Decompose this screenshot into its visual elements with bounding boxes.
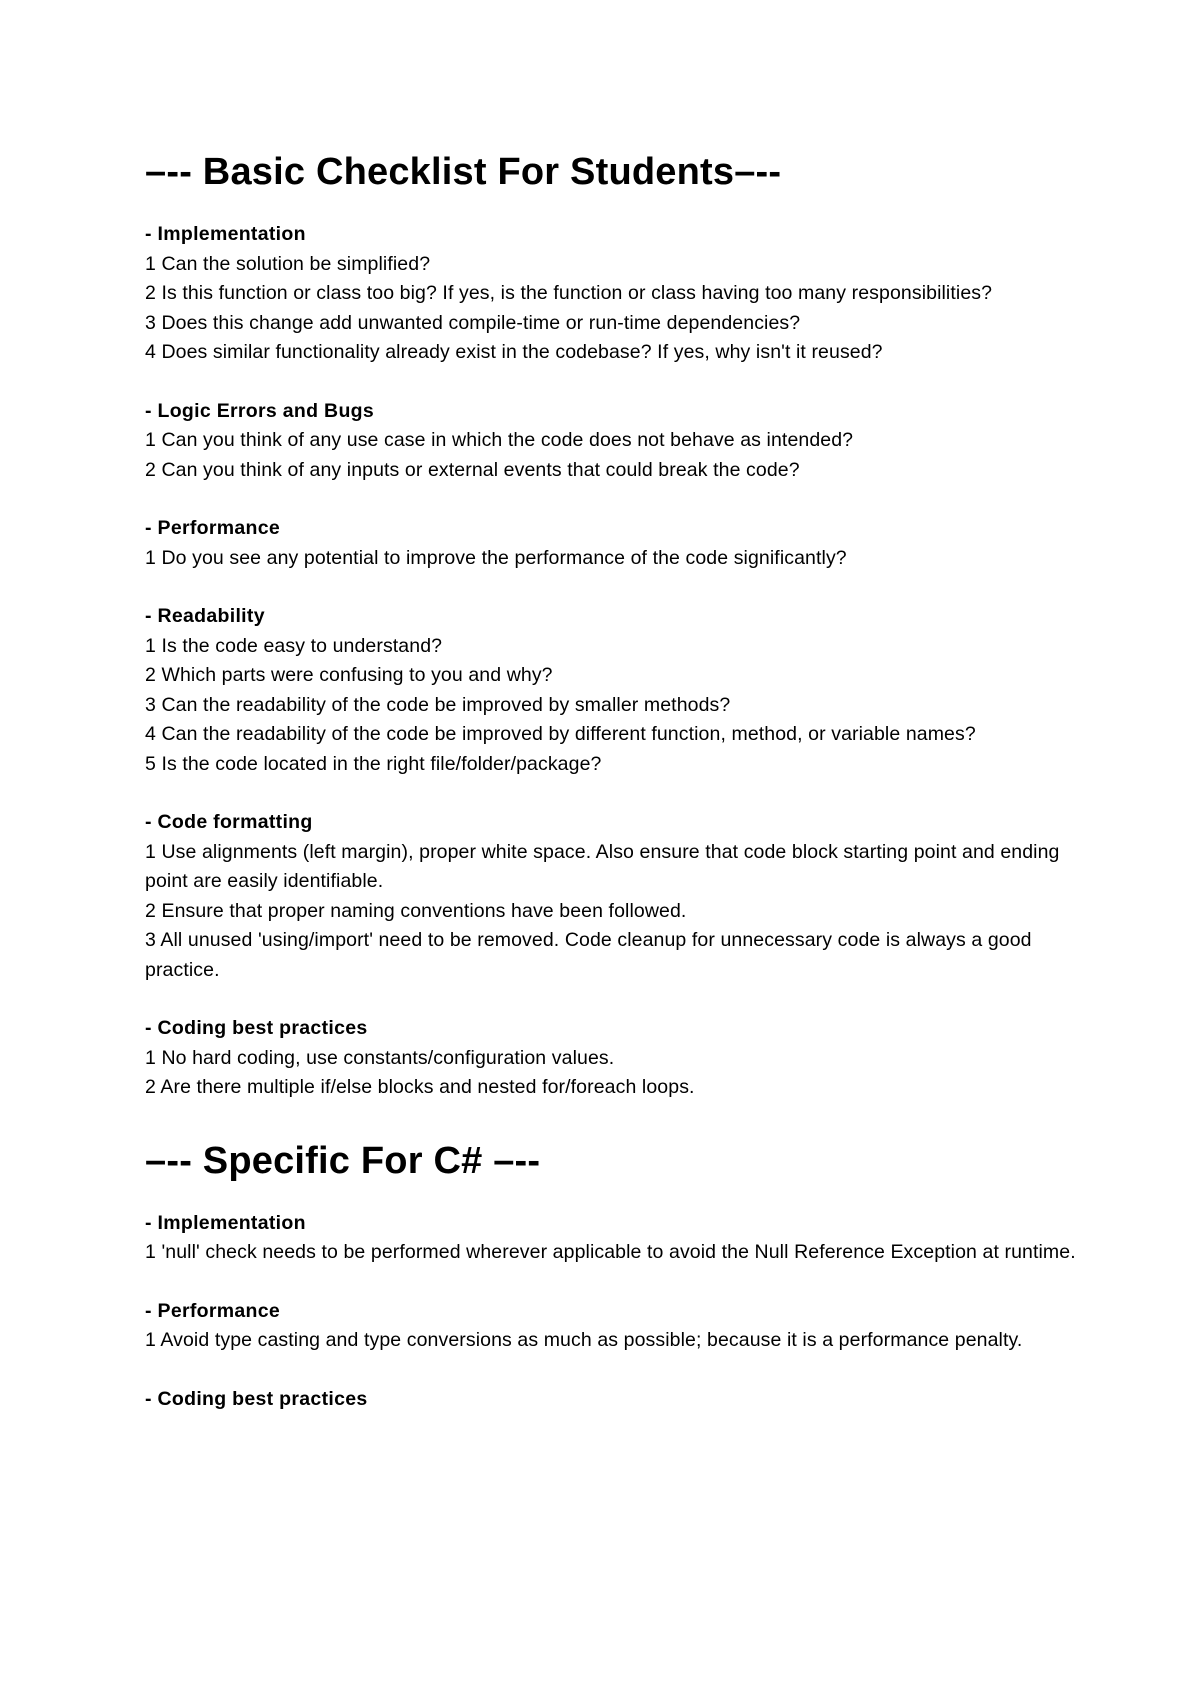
section-coding-best-practices: [145, 1385, 1085, 1415]
checklist-item: 1 Avoid type casting and type conversions as much as possible; because it is a performance penalty.: [145, 1329, 1023, 1351]
checklist-part: [145, 150, 1085, 1103]
section-heading: - Logic Errors and Bugs: [145, 399, 375, 422]
section-performance: [145, 1297, 1085, 1356]
checklist-item: 3 Does this change add unwanted compile-time or run-time dependencies?: [145, 311, 801, 334]
section-heading: - Implementation: [145, 1211, 306, 1234]
checklist-item: 2 Can you think of any inputs or external events that could break the code?: [145, 458, 800, 481]
checklist-item: 1 Do you see any potential to improve the performance of the code significantly?: [145, 546, 847, 569]
part-title: –-- Basic Checklist For Students–--: [145, 151, 782, 193]
section-heading: - Coding best practices: [145, 1017, 368, 1039]
checklist-item: 1 Can you think of any use case in which the code does not behave as intended?: [145, 429, 854, 451]
section-heading: - Implementation: [145, 223, 306, 245]
checklist-item: 1 No hard coding, use constants/configuration values.: [145, 1046, 615, 1069]
section-coding-best-practices: [145, 1014, 1085, 1103]
checklist-item: 2 Which parts were confusing to you and why?: [145, 664, 553, 686]
section-heading: - Readability: [145, 605, 265, 627]
section-heading: - Performance: [145, 517, 281, 539]
checklist-item: 1 Use alignments (left margin), proper white space. Also ensure that code block starting point and ending point are easily identifiable.: [145, 840, 1060, 892]
section-logic-errors-and-bugs: [145, 397, 1085, 486]
checklist-item: 4 Can the readability of the code be improved by different function, method, or variable names?: [145, 723, 976, 745]
checklist-document: [145, 150, 1085, 1443]
checklist-part: [145, 1139, 1085, 1415]
checklist-item: 5 Is the code located in the right file/folder/package?: [145, 752, 602, 775]
checklist-item: 3 Can the readability of the code be improved by smaller methods?: [145, 693, 731, 716]
section-heading: - Performance: [145, 1299, 281, 1322]
checklist-item: 2 Ensure that proper naming conventions have been followed.: [145, 899, 687, 922]
section-heading: - Code formatting: [145, 811, 313, 833]
section-code-formatting: [145, 808, 1085, 985]
part-title: –-- Specific For C# –--: [145, 1139, 541, 1182]
checklist-item: 3 All unused 'using/import' need to be removed. Code cleanup for unnecessary code is always a good practice.: [145, 929, 1032, 981]
checklist-item: 4 Does similar functionality already exist in the codebase? If yes, why isn't it reused?: [145, 341, 883, 363]
checklist-item: 2 Is this function or class too big? If yes, is the function or class having too many responsibilities?: [145, 282, 993, 304]
checklist-item: 1 Is the code easy to understand?: [145, 634, 443, 657]
section-implementation: [145, 220, 1085, 368]
checklist-item: 1 'null' check needs to be performed wherever applicable to avoid the Null Reference Exception at runtime.: [145, 1241, 1076, 1263]
checklist-item: 2 Are there multiple if/else blocks and nested for/foreach loops.: [145, 1076, 695, 1098]
section-readability: [145, 602, 1085, 779]
checklist-item: 1 Can the solution be simplified?: [145, 252, 431, 275]
section-implementation: [145, 1209, 1085, 1268]
section-heading: - Coding best practices: [145, 1387, 368, 1410]
section-performance: [145, 514, 1085, 573]
